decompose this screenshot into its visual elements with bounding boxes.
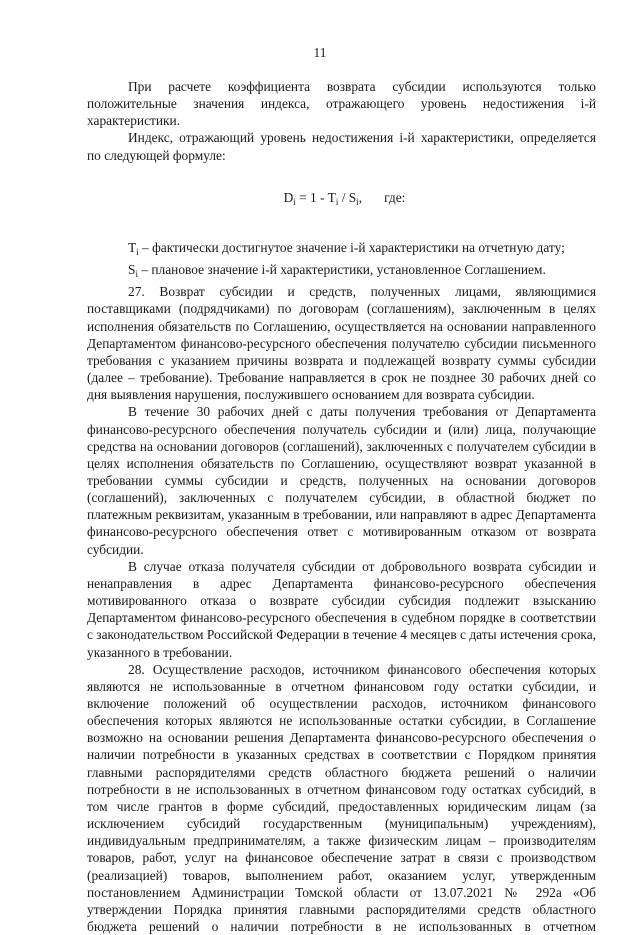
definition-t-text: – фактически достигнутое значение i-й характеристики на отчетную дату; (138, 239, 565, 255)
definition-t (87, 239, 596, 261)
paragraph-28: 28. Осуществление расходов, источником финансового обеспечения которых являются не использованные в отчетном финансовом году остатки субсидии, и включение положений об осуществлении расходов, источником финансового обеспечения которых являются не использованные остатки субсидии, в Соглашение возможно на основании решения Департамента финансово-ресурсного обеспечения о наличии потребности в указанных средствах в соответствии с Порядком принятия главными распорядителями средств областного бюджета решений о наличии потребности в не использованных в отчетном финансовом году остатках субсидий, в том числе грантов в форме субсидий, предоставленных юридическим лицам (за исключением субсидий государственным (муниципальным) учреждениям), индивидуальным предпринимателям, а также физическим лицам – производителям товаров, работ, услуг на финансовое обеспечение затрат в связи с производством (реализацией) товаров, выполнением работ, оказанием услуг, утвержденным постановлением Администрации Томской области от 13.07.2021 № 292а «Об утверждении Порядка принятия главными распорядителями средств областного бюджета решений о наличии потребности в не использованных в отчетном (87, 661, 596, 935)
formula (87, 189, 596, 211)
definition-s (87, 261, 596, 283)
definition-s-text: – плановое значение i-й характеристики, установленное Соглашением. (137, 262, 546, 278)
formula-lhs: D (283, 189, 294, 205)
document-body (87, 78, 596, 935)
page-number: 11 (313, 45, 327, 60)
formula-t-sub: i (335, 196, 339, 207)
paragraph-27-refusal: В случае отказа получателя субсидии от добровольного возврата субсидии и ненаправления в адрес Департамента финансово-ресурсного обеспечения мотивированного отказа о возврате субсидии субсидия подлежит взысканию Департаментом финансово-ресурсного обеспечения в судебном порядке в соответствии с законодательством Российской Федерации в течение 4 месяцев с даты истечения срока, указанного в требовании. (87, 558, 596, 660)
formula-where: где: (384, 189, 406, 205)
formula-slash: / S (338, 189, 357, 205)
definition-s-symbol: S (128, 262, 136, 278)
paragraph-index-intro: Индекс, отражающий уровень недостижения i-й характеристики, определяется по следующей формуле: (87, 130, 596, 163)
formula-tail: , (358, 189, 363, 205)
definition-t-symbol: T (128, 239, 137, 255)
formula-mid: = 1 - T (295, 189, 336, 205)
definition-t-sub: i (136, 246, 139, 257)
formula-lhs-sub: i (293, 196, 296, 207)
paragraph-coefficient-note: При расчете коэффициента возврата субсидии используются только положительные значения индекса, отражающего уровень недостижения i-й характеристики. (87, 79, 596, 129)
formula-s-sub: i (356, 196, 359, 207)
definition-s-sub: i (135, 269, 138, 280)
paragraph-27: 27. Возврат субсидии и средств, полученных лицами, являющимися поставщиками (подрядчиками) по договорам (соглашениям), заключенным в целях исполнения обязательств по Соглашению, осуществляется на основании направленного Департаментом финансово-ресурсного обеспечения получателю субсидии письменного требования с указанием причины возврата и подлежащей возврату суммы субсидии (далее – требование). Требование направляется в срок не позднее 30 рабочих дней со дня выявления нарушения, послужившего основанием для возврата субсидии. (87, 284, 596, 403)
paragraph-27-deadline: В течение 30 рабочих дней с даты получения требования от Департамента финансово-ресурсного обеспечения получатель субсидии и (или) лица, получающие средства на основании договоров (соглашений), заключенных с получателем субсидии в целях исполнения обязательств по Соглашению, осуществляют возврат указанной в требовании суммы субсидии и средств, полученных на основании договоров (соглашений), заключенных с получателем субсидии, в областной бюджет по платежным реквизитам, указанным в требовании, или направляют в адрес Департамента финансово-ресурсного обеспечения ответ с мотивированным отказом от возврата субсидии. (87, 404, 596, 557)
